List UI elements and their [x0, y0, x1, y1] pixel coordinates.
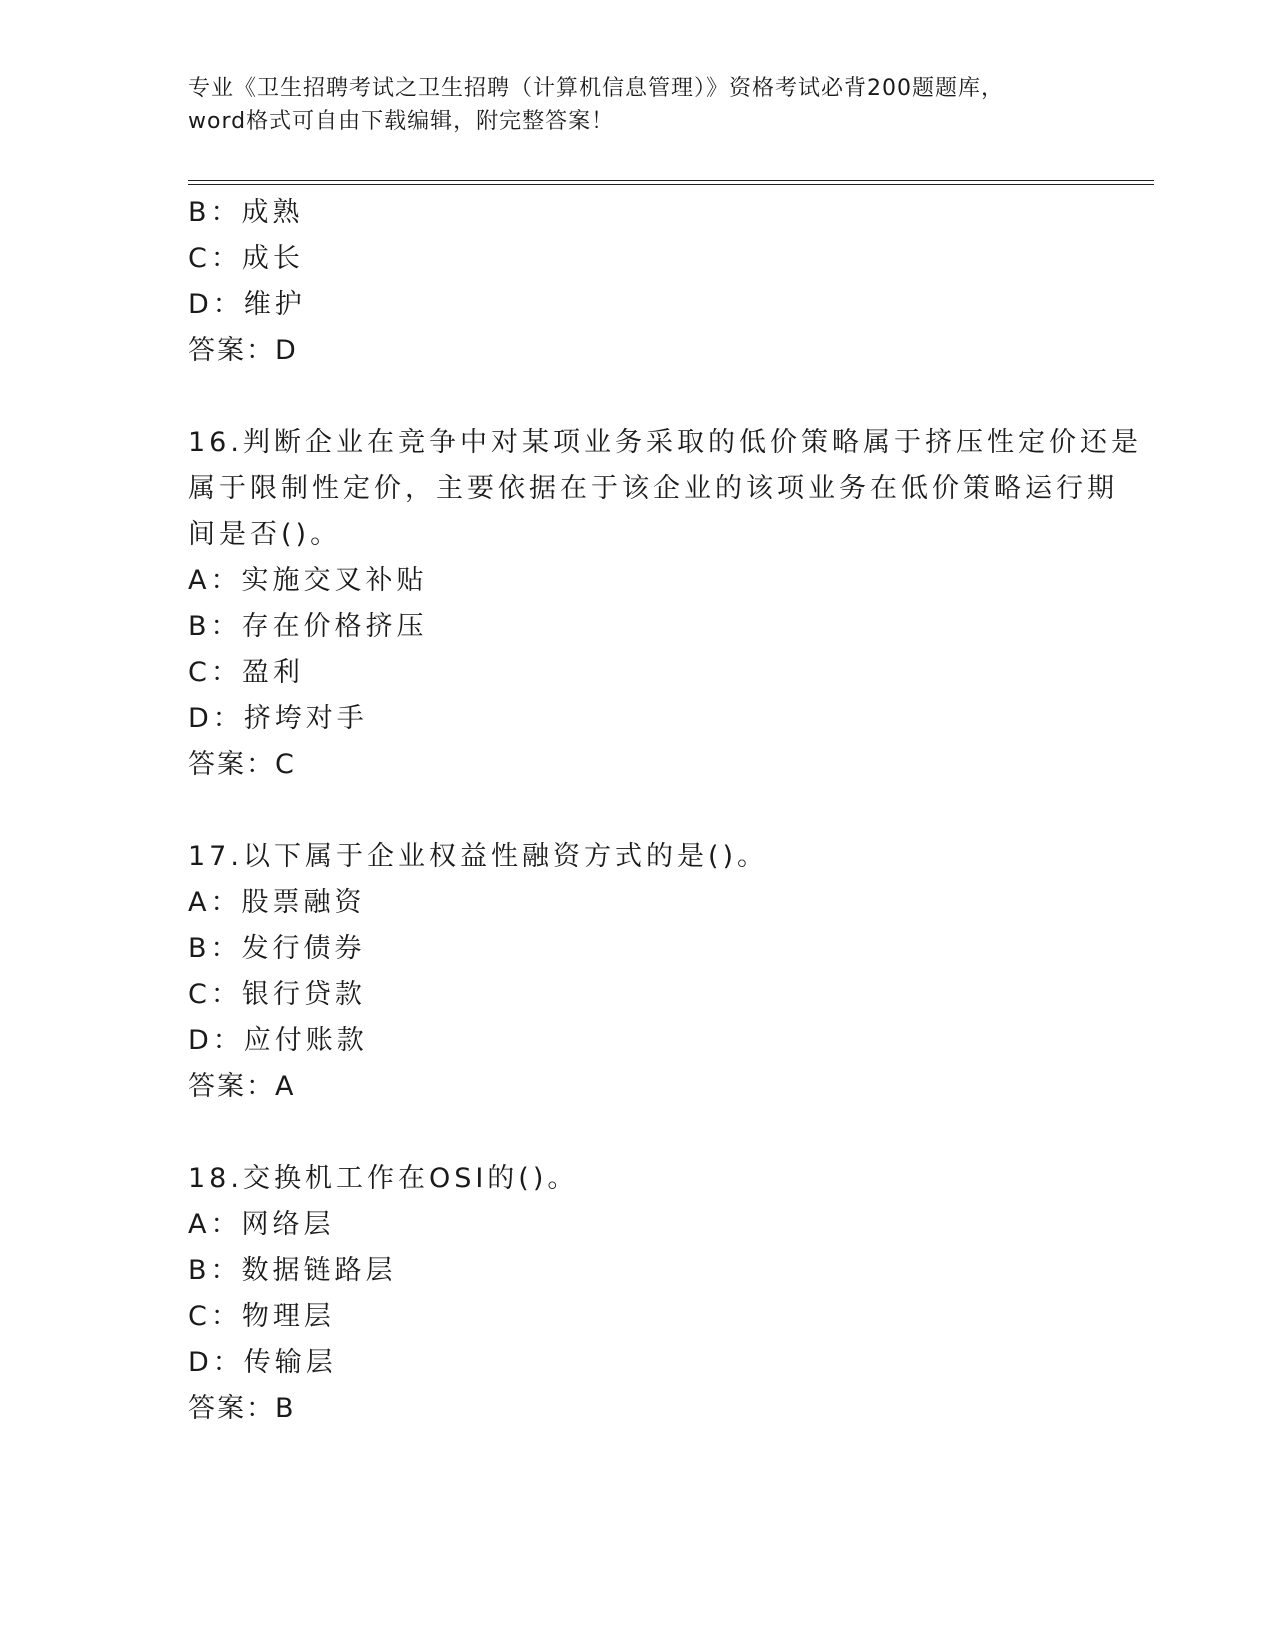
answer-line: 答案：C	[188, 749, 296, 780]
option-c: C：物理层	[188, 1301, 335, 1332]
option-c: C：银行贷款	[188, 979, 366, 1010]
answer-line: 答案：B	[188, 1393, 296, 1424]
question-text-line: 18.交换机工作在OSI的()。	[188, 1163, 579, 1194]
option-a: A：实施交叉补贴	[188, 565, 428, 596]
option-b: B：成熟	[188, 197, 304, 228]
question-15	[188, 190, 1088, 374]
question-text-line: 属于限制性定价，主要依据在于该企业的该项业务在低价策略运行期	[188, 473, 1118, 504]
option-c: C：成长	[188, 243, 304, 274]
question-16	[188, 420, 1142, 788]
document-body	[188, 190, 1142, 1432]
answer-line: 答案：D	[188, 335, 298, 366]
spacer	[188, 1110, 1088, 1156]
header-line-2: word格式可自由下载编辑，附完整答案！	[188, 109, 615, 134]
document-header	[188, 72, 1088, 138]
header-divider-bottom	[188, 184, 1154, 185]
option-d: D：应付账款	[188, 1025, 368, 1056]
option-d: D：传输层	[188, 1347, 337, 1378]
question-text-line: 间是否()。	[188, 519, 342, 550]
option-b: B：发行债券	[188, 933, 366, 964]
option-a: A：网络层	[188, 1209, 335, 1240]
spacer	[188, 788, 1088, 834]
option-d: D：维护	[188, 289, 306, 320]
question-text-line: 17.以下属于企业权益性融资方式的是()。	[188, 841, 769, 872]
answer-line: 答案：A	[188, 1071, 296, 1102]
header-line-1: 专业《卫生招聘考试之卫生招聘（计算机信息管理）》资格考试必背200题题库，	[188, 76, 1004, 101]
question-17	[188, 834, 1088, 1110]
spacer	[188, 374, 1088, 420]
question-18	[188, 1156, 1088, 1432]
question-text-line: 16.判断企业在竞争中对某项业务采取的低价策略属于挤压性定价还是	[188, 427, 1142, 458]
option-b: B：存在价格挤压	[188, 611, 428, 642]
option-c: C：盈利	[188, 657, 304, 688]
header-divider-top	[188, 180, 1154, 181]
option-d: D：挤垮对手	[188, 703, 368, 734]
option-a: A：股票融资	[188, 887, 366, 918]
option-b: B：数据链路层	[188, 1255, 397, 1286]
